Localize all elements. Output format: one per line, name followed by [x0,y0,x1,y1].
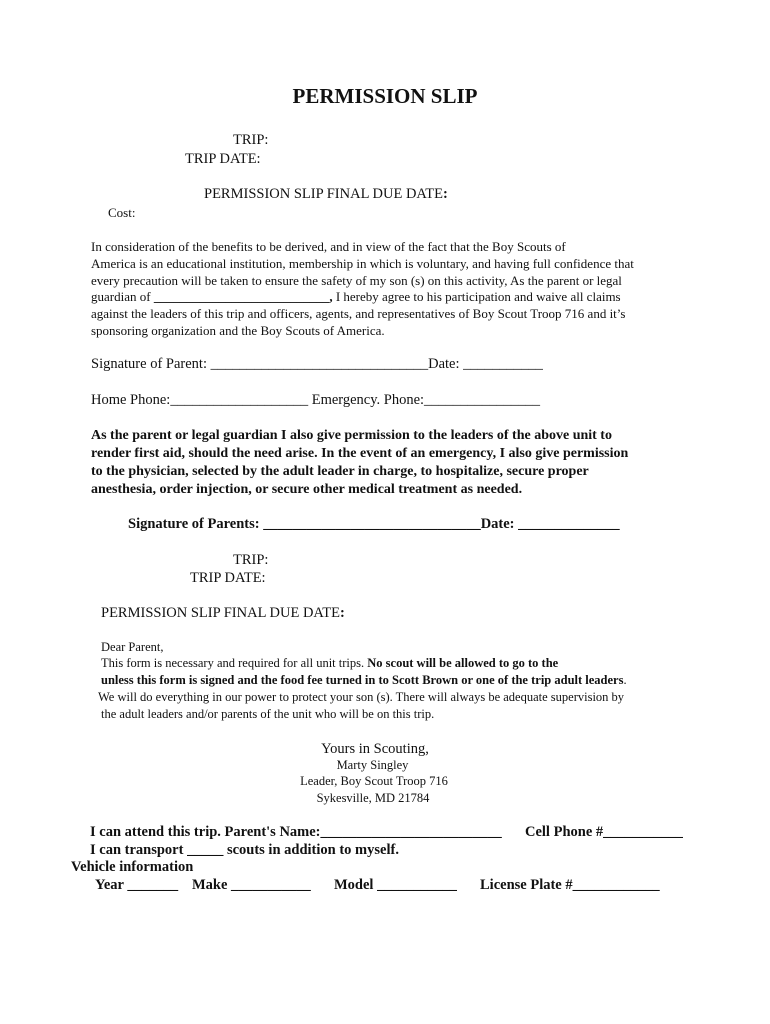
parents-signature-line[interactable]: Signature of Parents: ______________________________Date: ______________ [128,516,620,532]
due-date-colon: : [443,186,448,202]
trip-label-2: TRIP: [233,552,269,568]
letter-bold-text: unless this form is signed and the food fee turned in to Scott Brown or one of the trip adult leaders [101,673,624,687]
closing-name: Marty Singley [336,758,409,772]
vehicle-information-label: Vehicle information [71,859,194,875]
vehicle-model-field[interactable]: Model ___________ [334,877,457,893]
vehicle-year-field[interactable]: Year _______ [95,877,179,893]
medical-permission-paragraph [91,427,691,499]
closing-role: Leader, Boy Scout Troop 716 [300,774,448,788]
consent-line: In consideration of the benefits to be derived, and in view of the fact that the Boy Scouts of [91,239,566,254]
cell-phone-line[interactable]: Cell Phone #___________ [525,824,683,840]
due-date-label-2 [101,605,345,622]
phone-line[interactable]: Home Phone:___________________ Emergency. Phone:________________ [91,392,541,408]
license-plate-field[interactable]: License Plate #____________ [480,877,660,893]
closing-location: Sykesville, MD 21784 [316,791,430,805]
page-title: PERMISSION SLIP [292,84,478,108]
letter-text: This form is necessary and required for all unit trips. [101,656,368,670]
trip-date-label-2: TRIP DATE: [190,570,266,586]
due-date-text-2: PERMISSION SLIP FINAL DUE DATE [101,605,340,621]
consent-line [91,289,691,306]
transport-line[interactable]: I can transport _____ scouts in addition to myself. [90,842,399,858]
trip-date-label: TRIP DATE: [185,151,261,167]
consent-line: every precaution will be taken to ensure the safety of my son (s) on this activity, As the parent or legal [91,272,622,288]
cost-label: Cost: [108,205,136,220]
attend-parent-name-line[interactable]: I can attend this trip. Parent's Name:_________________________ [90,824,502,840]
guardian-text: I hereby agree to his participation and waive all claims [332,289,621,305]
medical-line: anesthesia, order injection, or secure other medical treatment as needed. [91,482,523,497]
letter-line [101,673,627,688]
medical-line: render first aid, should the need arise. In the event of an emergency, I also give permission [91,446,629,461]
trip-label: TRIP: [233,132,269,148]
letter-text: . [623,673,627,687]
letter-greeting: Dear Parent, [101,640,164,654]
medical-line: to the physician, selected by the adult leader in charge, to hospitalize, secure proper [91,464,589,479]
consent-line: sponsoring organization and the Boy Scouts of America. [91,322,385,338]
closing-salutation: Yours in Scouting, [321,741,429,757]
letter-line: We will do everything in our power to protect your son (s). There will always be adequate supervision by [98,690,625,704]
consent-paragraph [91,239,691,340]
due-date-label [204,186,448,203]
consent-line: America is an educational institution, membership in which is voluntary, and having full confidence that [91,255,634,271]
letter-bold-text: No scout will be allowed to go to the [367,656,559,670]
guardian-name-blank[interactable]: ___________________________, [153,289,333,305]
parent-signature-line[interactable]: Signature of Parent: ______________________________Date: ___________ [91,356,543,372]
guardian-label: guardian of [91,289,154,305]
vehicle-make-field[interactable]: Make ___________ [192,877,311,893]
due-date-colon-2: : [340,605,345,621]
letter-line [101,656,558,671]
due-date-text: PERMISSION SLIP FINAL DUE DATE [204,186,443,202]
medical-line: As the parent or legal guardian I also give permission to the leaders of the above unit to [91,428,612,443]
consent-line: against the leaders of this trip and officers, agents, and representatives of Boy Scout Troop 716 and it’s [91,306,626,322]
letter-line: the adult leaders and/or parents of the unit who will be on this trip. [101,707,435,721]
